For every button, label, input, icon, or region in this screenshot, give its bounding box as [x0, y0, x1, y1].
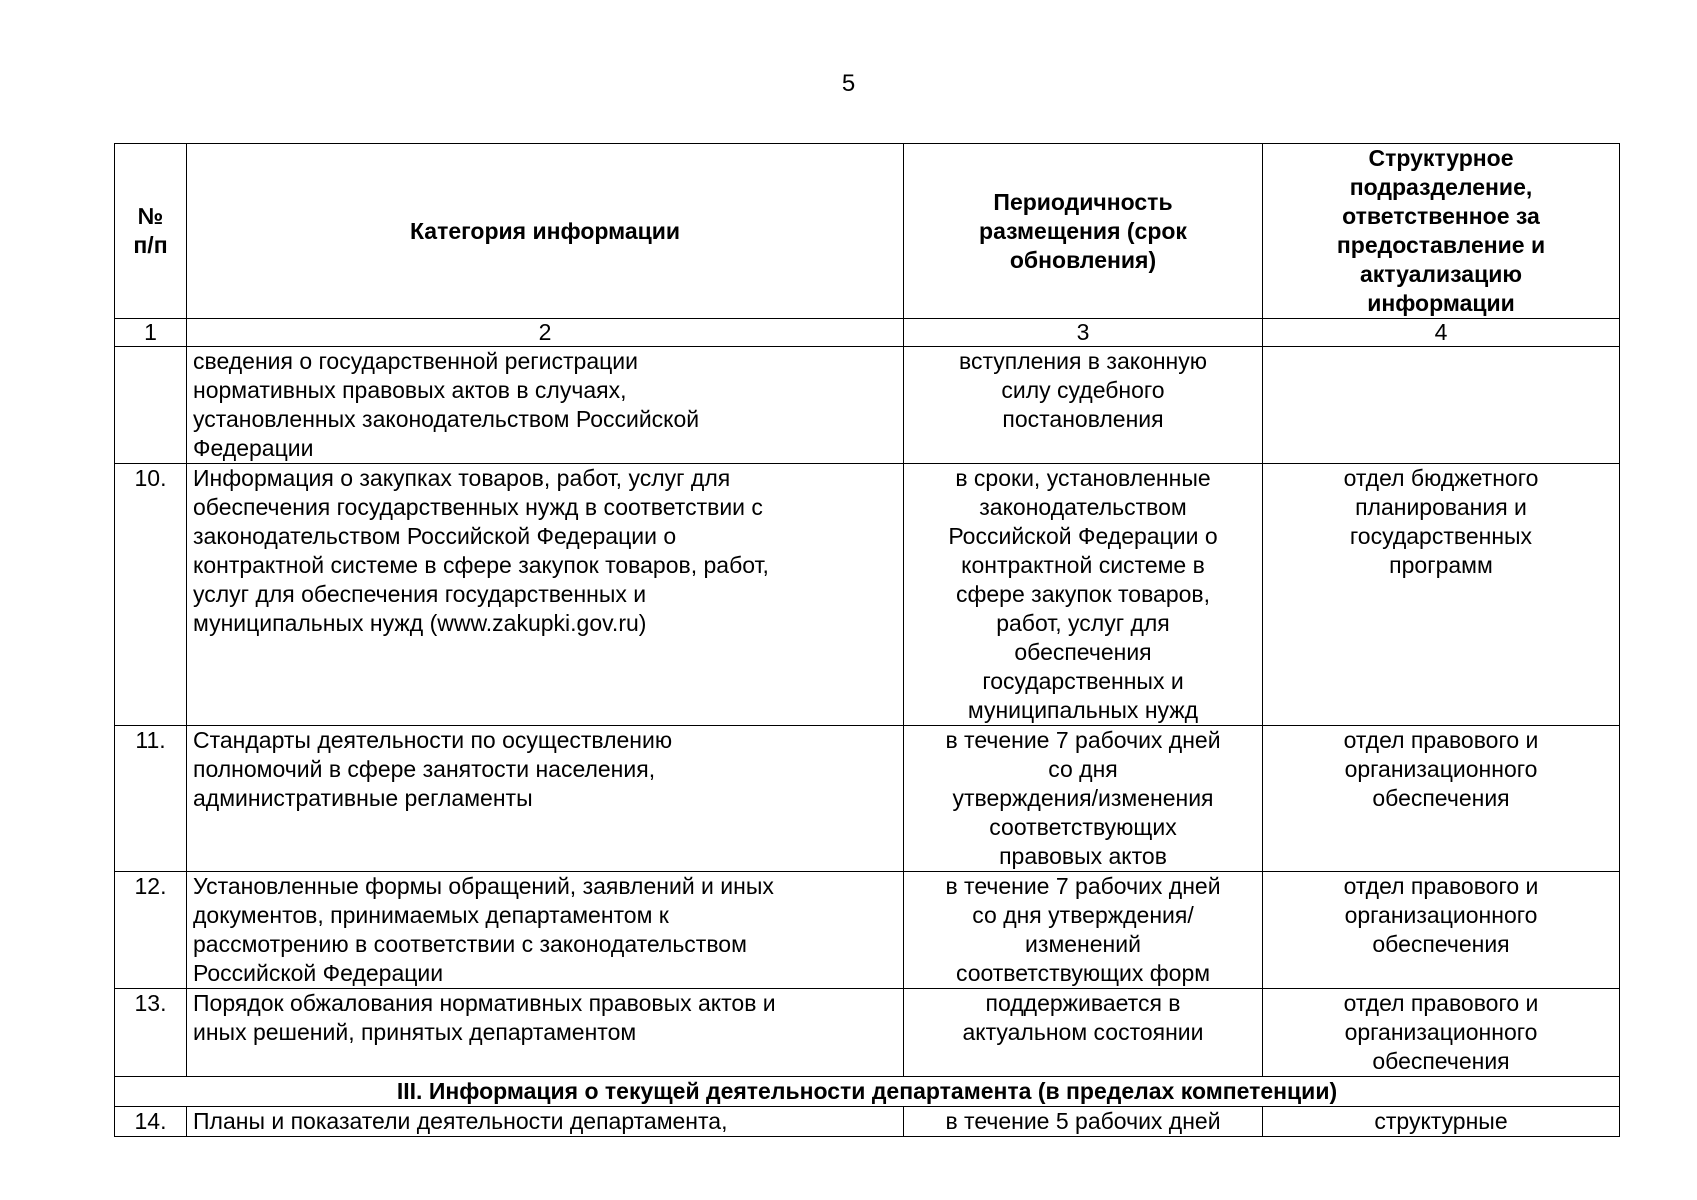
text-line: изменений — [1025, 931, 1141, 957]
section-row — [115, 1077, 1620, 1107]
text-line: отдел правового и — [1343, 727, 1539, 753]
row-periodicity — [904, 464, 1263, 726]
text-line: Информация о закупках товаров, работ, услуг для — [193, 465, 731, 491]
row-number: 11. — [115, 726, 187, 872]
row-category — [187, 989, 904, 1077]
row-department — [1263, 347, 1620, 464]
text-line: силу судебного — [1001, 377, 1165, 403]
table-header-row — [115, 144, 1620, 319]
text-line: Российской Федерации — [193, 960, 444, 986]
text-line: ответственное за — [1342, 203, 1540, 229]
text-line: вступления в законную — [958, 348, 1208, 374]
row-category — [187, 726, 904, 872]
row-number — [115, 347, 187, 464]
table-row — [115, 872, 1620, 989]
text-line: Установленные формы обращений, заявлений и иных — [193, 873, 774, 899]
row-number: 12. — [115, 872, 187, 989]
row-periodicity — [904, 726, 1263, 872]
row-periodicity — [904, 989, 1263, 1077]
text-line: со дня — [1048, 756, 1118, 782]
text-line: контрактной системе в сфере закупок товаров, работ, — [193, 552, 769, 578]
text-line: постановления — [1002, 406, 1164, 432]
text-line: контрактной системе в — [961, 552, 1205, 578]
text-line: государственных и — [982, 668, 1184, 694]
text-line: сведения о государственной регистрации — [193, 348, 638, 374]
row-periodicity — [904, 872, 1263, 989]
text-line: обновления) — [1009, 246, 1157, 273]
column-number: 4 — [1263, 319, 1620, 347]
row-department — [1263, 872, 1620, 989]
text-line: отдел правового и — [1343, 873, 1539, 899]
text-line: соответствующих — [989, 814, 1177, 840]
section-title: III. Информация о текущей деятельности департамента (в пределах компетенции) — [115, 1077, 1620, 1107]
text-line: поддерживается в — [985, 990, 1181, 1016]
text-line: актуализацию — [1359, 261, 1522, 287]
table-row — [115, 726, 1620, 872]
text-line: утверждения/изменения — [952, 785, 1214, 811]
row-department — [1263, 1107, 1620, 1137]
text-line: отдел правового и — [1343, 990, 1539, 1016]
text-line: документов, принимаемых департаментом к — [193, 902, 669, 928]
text-line: соответствующих форм — [955, 960, 1211, 986]
header-category — [187, 144, 904, 319]
row-periodicity — [904, 1107, 1263, 1137]
text-line: подразделение, — [1349, 174, 1533, 200]
table-row — [115, 347, 1620, 464]
row-department — [1263, 464, 1620, 726]
table-row — [115, 464, 1620, 726]
text-line: нормативных правовых актов в случаях, — [193, 377, 627, 403]
text-line: в течение 7 рабочих дней — [945, 873, 1221, 899]
text-line: Периодичность — [993, 188, 1173, 215]
text-line: законодательством — [979, 494, 1187, 520]
text-line: муниципальных нужд — [967, 697, 1199, 723]
row-category — [187, 464, 904, 726]
text-line: в течение 5 рабочих дней — [945, 1108, 1221, 1134]
row-number: 10. — [115, 464, 187, 726]
column-numbers-row — [115, 319, 1620, 347]
column-number: 1 — [115, 319, 187, 347]
text-line: Структурное — [1368, 145, 1514, 171]
text-line: в сроки, установленные — [955, 465, 1211, 491]
text-line: правовых актов — [999, 843, 1167, 869]
table-row — [115, 1107, 1620, 1137]
text-line: обеспечения — [1014, 639, 1152, 665]
header-department — [1263, 144, 1620, 319]
header-periodicity — [904, 144, 1263, 319]
text-line: Федерации — [193, 435, 314, 461]
text-line: административные регламенты — [193, 785, 533, 811]
table-row — [115, 989, 1620, 1077]
text-line: установленных законодательством Российской — [193, 406, 700, 432]
text-line: законодательством Российской Федерации о — [193, 523, 677, 549]
text-line: полномочий в сфере занятости населения, — [193, 756, 656, 782]
text-line: организационного — [1344, 902, 1538, 928]
row-category — [187, 347, 904, 464]
page-number: 5 — [841, 70, 856, 97]
text-line: со дня утверждения/ — [972, 902, 1194, 928]
row-department — [1263, 989, 1620, 1077]
text-line: предоставление и — [1336, 232, 1546, 258]
text-line: муниципальных нужд (www.zakupki.gov.ru) — [193, 610, 647, 636]
row-periodicity — [904, 347, 1263, 464]
text-line: организационного — [1344, 1019, 1538, 1045]
text-line: актуальном состоянии — [962, 1019, 1204, 1045]
row-category — [187, 1107, 904, 1137]
text-line: планирования и — [1355, 494, 1527, 520]
text-line: Стандарты деятельности по осуществлению — [193, 727, 673, 753]
text-line: обеспечения — [1372, 931, 1510, 957]
text-line: Категория информации — [409, 217, 681, 244]
text-line: информации — [1367, 290, 1515, 316]
text-line: структурные — [1374, 1108, 1508, 1134]
row-number: 14. — [115, 1107, 187, 1137]
text-line: программ — [1389, 552, 1493, 578]
text-line: Планы и показатели деятельности департамента, — [193, 1108, 728, 1134]
row-department — [1263, 726, 1620, 872]
text-line: работ, услуг для — [996, 610, 1170, 636]
text-line: п/п — [133, 232, 168, 258]
text-line: обеспечения — [1372, 785, 1510, 811]
text-line: услуг для обеспечения государственных и — [193, 581, 647, 607]
text-line: обеспечения государственных нужд в соответствии с — [193, 494, 763, 520]
text-line: государственных — [1349, 523, 1533, 549]
text-line: иных решений, принятых департаментом — [193, 1019, 637, 1045]
text-line: отдел бюджетного — [1343, 465, 1539, 491]
text-line: № — [137, 203, 164, 229]
text-line: размещения (срок — [979, 217, 1187, 244]
text-line: в течение 7 рабочих дней — [945, 727, 1221, 753]
text-line: организационного — [1344, 756, 1538, 782]
text-line: обеспечения — [1372, 1048, 1510, 1074]
information-table — [114, 143, 1620, 1137]
text-line: Российской Федерации о — [948, 523, 1218, 549]
row-category — [187, 872, 904, 989]
column-number: 2 — [187, 319, 904, 347]
text-line: рассмотрению в соответствии с законодательством — [193, 931, 747, 957]
text-line: сфере закупок товаров, — [955, 581, 1211, 607]
row-number: 13. — [115, 989, 187, 1077]
header-num — [115, 144, 187, 319]
column-number: 3 — [904, 319, 1263, 347]
text-line: Порядок обжалования нормативных правовых актов и — [193, 990, 776, 1016]
